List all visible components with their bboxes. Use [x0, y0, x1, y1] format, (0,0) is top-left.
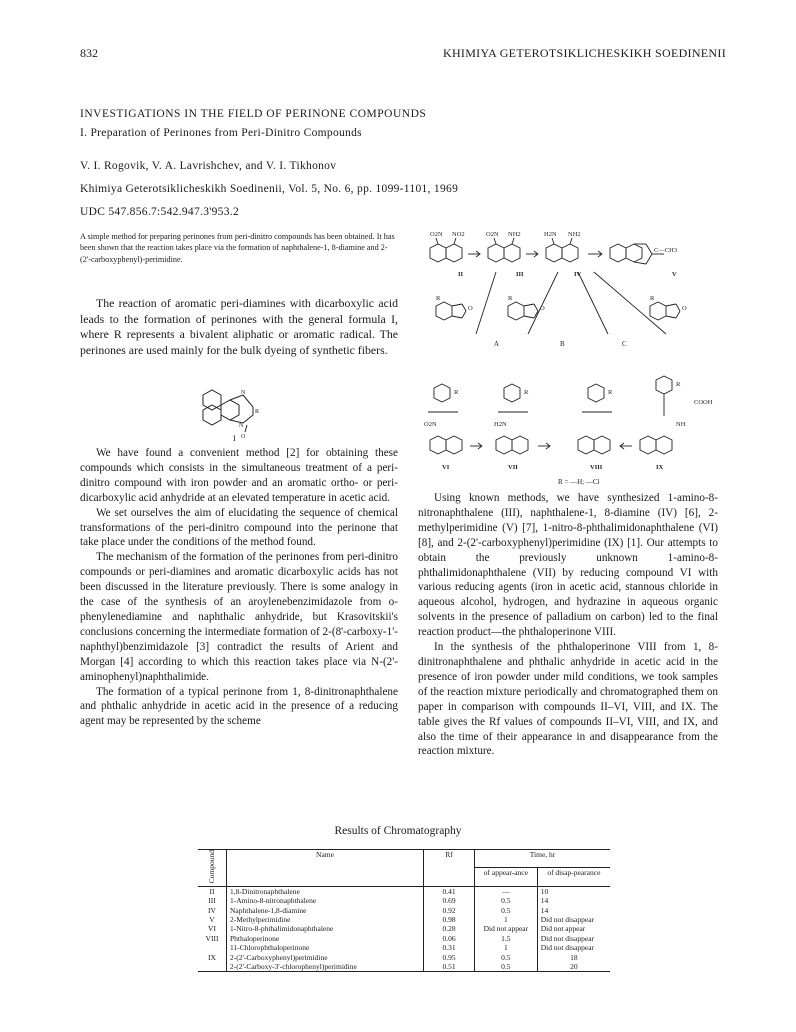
left-paragraph: We set ourselves the aim of elucidating the sequence of chemical transformations of the peri-dinitro compound into the perinone that take place under the conditions of the method found. [80, 506, 398, 549]
page-number: 832 [80, 46, 98, 60]
table-row: 11-Chlorophthaloperinone 0.31 1 Did not disappear [198, 943, 610, 952]
header-disappearance: of disap-pearance [537, 868, 610, 886]
compound-ii-structure [430, 238, 462, 262]
abstract: A simple method for preparing perinones from peri-dinitro compounds has been obtained. It has been shown that the reaction takes place via the formation of naphthalene-1, 8-diamine and 2-(2'-carboxyphenyl)-perimidine. [80, 232, 395, 264]
path-label: B [560, 340, 565, 348]
group-label: O2N [486, 231, 499, 238]
group-label: R [650, 295, 655, 302]
svg-text:O: O [241, 434, 246, 440]
anhydride-structure [436, 302, 466, 320]
article-title: INVESTIGATIONS IN THE FIELD OF PERINONE COMPOUNDS [80, 108, 427, 120]
compound-label: VI [442, 464, 450, 471]
path-label: A [494, 340, 500, 348]
table-row: 2-(2'-Carboxy-3'-chlorophenyl)perimidine 0.51 0.5 20 [198, 962, 610, 972]
group-label: R [608, 389, 613, 396]
running-title: KHIMIYA GETEROTSIKLICHESKIKH SOEDINENII [442, 46, 726, 60]
compound-iii-structure [488, 238, 520, 262]
group-label: R [676, 381, 681, 388]
group-label: R [524, 389, 529, 396]
compound-label: VII [508, 464, 518, 471]
intro-paragraph: The reaction of aromatic peri-diamines with dicarboxylic acid leads to the formation of perinones with the general formula I, where R represents a bivalent aliphatic or aromatic radical. The perinones are used mainly for the bulk dyeing of synthetic fibers. [80, 296, 398, 357]
udc-code: UDC 547.856.7:542.947.3'953.2 [80, 206, 239, 218]
group-label: R [454, 389, 459, 396]
anhydride-structure [650, 302, 680, 320]
left-paragraph: The mechanism of the formation of the perinones from peri-dinitro compounds or peri-diamines and aromatic dicarboxylic acids has not been discussed in the literature previously. There is some analogy in the case of the synthesis of an aroylenebenzimidazole from o-phenylenediamine and naphthalic anhydride, but Krasovitskii's conclusions concerning the intermediate formation of 2-(8'-carboxy-1'-naphthyl)benzimidazole [3] contradict the results of Arient and Morgan [4] according to which this reaction takes place via N-(2'-aminophenyl)naphthalimide. [80, 551, 398, 683]
header-appearance: of appear-ance [475, 868, 538, 886]
compound-iv-structure [546, 238, 578, 262]
compound-label: IV [574, 271, 582, 278]
compound-label: V [672, 271, 677, 278]
compound-label: VIII [590, 464, 603, 471]
left-paragraph: The formation of a typical perinone from 1, 8-dinitronaphthalene and phthalic anhydride in acetic acid in the presence of a reducing agent may be represented by the scheme [80, 685, 398, 728]
path-label: C [622, 340, 627, 348]
svg-text:N: N [239, 423, 244, 429]
header-rf: Rf [424, 850, 475, 887]
group-label: O [468, 305, 473, 312]
svg-text:N: N [241, 390, 246, 396]
left-column [80, 446, 398, 729]
group-label: NH2 [568, 231, 581, 238]
left-paragraph: We have found a convenient method [2] for obtaining these compounds which consists in the simultaneous treatment of a peri-dinitro compound with iron powder and an aromatic ortho- or peri-dicarboxylic acid anhydride at an elevated temperature in acetic acid. [80, 447, 398, 504]
group-label: O [540, 305, 545, 312]
table-row: V 2-Methylperimidine 0.98 1 Did not disappear [198, 915, 610, 924]
right-paragraph: In the synthesis of the phthaloperinone VIII from 1, 8-dinitronaphthalene and phthalic anhydride in acetic acid in the presence of iron powder under mild conditions, we took samples of the reaction mixture periodically and chromatographed them on paper in comparison with compounds II–VI, VIII, and IX. The table gives the Rf values of compounds II–VI, VIII, and IX, and also the time of their appearance in and disappearance from the reaction mixture. [418, 641, 718, 758]
table-row: VIII Phthaloperinone 0.06 1.5 Did not disappear [198, 934, 610, 943]
group-label: NH [676, 421, 686, 428]
reaction-scheme [418, 226, 718, 488]
group-label: H2N [494, 421, 507, 428]
chromatography-table [198, 849, 610, 972]
group-label: C—CH3 [654, 247, 678, 254]
compound-label: II [458, 271, 464, 278]
header-time: Time, hr [475, 850, 611, 868]
table-row: II 1,8-Dinitronaphthalene 0.41 — 10 [198, 886, 610, 896]
article-subtitle: I. Preparation of Perinones from Peri-Dinitro Compounds [80, 127, 362, 139]
right-column [418, 491, 718, 759]
authors: V. I. Rogovik, V. A. Lavrishchev, and V. I. Tikhonov [80, 160, 337, 172]
table-row: VI 1-Nitro-8-phthalimidonaphthalene 0.28 Did not appear Did not appear [198, 924, 610, 933]
table-row: III 1-Amino-8-nitronaphthalene 0.69 0.5 14 [198, 896, 610, 905]
formula-i-label: I [233, 434, 236, 443]
compound-ix-structure [640, 376, 672, 454]
compound-viii-structure [578, 384, 612, 454]
group-label: O [682, 305, 687, 312]
group-label: NH2 [508, 231, 521, 238]
svg-text:R: R [255, 409, 260, 415]
header-compound: Compound [198, 850, 227, 887]
group-label: COOH [694, 399, 713, 406]
table-title: Results of Chromatography [334, 825, 462, 837]
group-label: O2N [424, 421, 437, 428]
table-row: IV Naphthalene-1,8-diamine 0.92 0.5 14 [198, 906, 610, 915]
group-label: R [436, 295, 441, 302]
group-label: O2N [430, 231, 443, 238]
anhydride-structure [508, 302, 538, 320]
right-paragraph: Using known methods, we have synthesized 1-amino-8-nitronaphthalene (III), naphthalene-1, 8-diamine (IV) [6], 2-methylperimidine (V) [7], 1-nitro-8-phthalimidonaphthalene (VI) [8], and 2-(2'-carboxyphenyl)perimidine (IX) [1]. Our attempts to obtain the previously unknown 1-amino-8-phthalimidonaphthalene (VII) by reducing compound VI with various reducing agents (iron in acetic acid, stannous chloride in aqueous alcohol, hydrogen, and hydrazine in aqueous organic solvents in the presence of palladium on carbon) led to the final reaction product—the phthaloperinone VIII. [418, 492, 718, 639]
group-label: NO2 [452, 231, 465, 238]
r-definition: R = —H; —Cl [558, 478, 600, 486]
header-name: Name [227, 850, 424, 887]
compound-label: IX [656, 464, 664, 471]
compound-label: III [516, 271, 524, 278]
group-label: R [508, 295, 513, 302]
journal-citation: Khimiya Geterotsiklicheskikh Soedinenii, Vol. 5, No. 6, pp. 1099-1101, 1969 [80, 183, 459, 195]
group-label: H2N [544, 231, 557, 238]
table-row: IX 2-(2'-Carboxyphenyl)perimidine 0.95 0.5 18 [198, 953, 610, 962]
